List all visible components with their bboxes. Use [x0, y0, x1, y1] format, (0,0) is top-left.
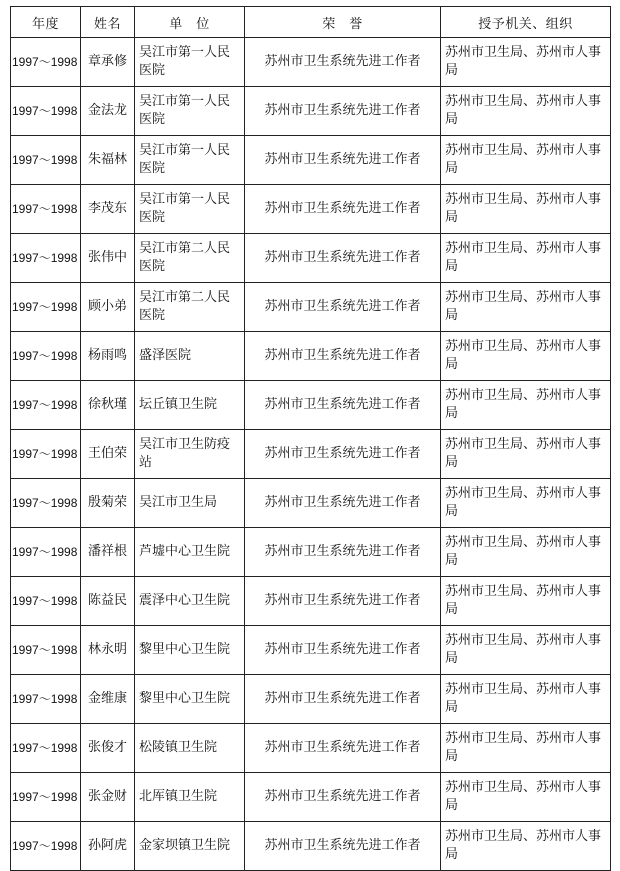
header-row — [11, 7, 611, 38]
table-header — [11, 7, 611, 38]
unit-cell: 吴江市第一人民医院 — [135, 185, 245, 234]
honor-cell: 苏州市卫生系统先进工作者 — [245, 773, 441, 822]
table-row — [11, 675, 611, 724]
unit-cell: 吴江市第一人民医院 — [135, 136, 245, 185]
honor-cell: 苏州市卫生系统先进工作者 — [245, 283, 441, 332]
honor-cell: 苏州市卫生系统先进工作者 — [245, 724, 441, 773]
org-cell: 苏州市卫生局、苏州市人事局 — [441, 185, 611, 234]
unit-cell: 吴江市第一人民医院 — [135, 38, 245, 87]
year-cell: 1997～1998 — [11, 87, 81, 136]
table-row — [11, 283, 611, 332]
table-row — [11, 430, 611, 479]
name-cell: 孙阿虎 — [81, 822, 135, 871]
year-cell: 1997～1998 — [11, 724, 81, 773]
org-cell: 苏州市卫生局、苏州市人事局 — [441, 136, 611, 185]
org-cell: 苏州市卫生局、苏州市人事局 — [441, 822, 611, 871]
unit-cell: 吴江市卫生局 — [135, 479, 245, 528]
org-cell: 苏州市卫生局、苏州市人事局 — [441, 773, 611, 822]
year-cell: 1997～1998 — [11, 773, 81, 822]
honor-cell: 苏州市卫生系统先进工作者 — [245, 822, 441, 871]
unit-cell: 震泽中心卫生院 — [135, 577, 245, 626]
name-cell: 金法龙 — [81, 87, 135, 136]
table-row — [11, 577, 611, 626]
table-row — [11, 332, 611, 381]
header-honor: 荣 誉 — [245, 7, 441, 38]
org-cell: 苏州市卫生局、苏州市人事局 — [441, 528, 611, 577]
table-row — [11, 381, 611, 430]
org-cell: 苏州市卫生局、苏州市人事局 — [441, 675, 611, 724]
honor-cell: 苏州市卫生系统先进工作者 — [245, 528, 441, 577]
org-cell: 苏州市卫生局、苏州市人事局 — [441, 87, 611, 136]
org-cell: 苏州市卫生局、苏州市人事局 — [441, 38, 611, 87]
year-cell: 1997～1998 — [11, 822, 81, 871]
honor-cell: 苏州市卫生系统先进工作者 — [245, 430, 441, 479]
year-cell: 1997～1998 — [11, 430, 81, 479]
name-cell: 徐秋瑾 — [81, 381, 135, 430]
unit-cell: 吴江市第一人民医院 — [135, 87, 245, 136]
header-year: 年度 — [11, 7, 81, 38]
name-cell: 章承修 — [81, 38, 135, 87]
org-cell: 苏州市卫生局、苏州市人事局 — [441, 430, 611, 479]
honor-cell: 苏州市卫生系统先进工作者 — [245, 626, 441, 675]
year-cell: 1997～1998 — [11, 185, 81, 234]
unit-cell: 吴江市第二人民医院 — [135, 283, 245, 332]
honor-cell: 苏州市卫生系统先进工作者 — [245, 87, 441, 136]
header-name: 姓名 — [81, 7, 135, 38]
year-cell: 1997～1998 — [11, 528, 81, 577]
unit-cell: 吴江市卫生防疫站 — [135, 430, 245, 479]
honor-cell: 苏州市卫生系统先进工作者 — [245, 479, 441, 528]
honor-cell: 苏州市卫生系统先进工作者 — [245, 332, 441, 381]
name-cell: 王伯荣 — [81, 430, 135, 479]
honor-cell: 苏州市卫生系统先进工作者 — [245, 136, 441, 185]
year-cell: 1997～1998 — [11, 675, 81, 724]
org-cell: 苏州市卫生局、苏州市人事局 — [441, 283, 611, 332]
name-cell: 张金财 — [81, 773, 135, 822]
unit-cell: 坛丘镇卫生院 — [135, 381, 245, 430]
name-cell: 林永明 — [81, 626, 135, 675]
honor-cell: 苏州市卫生系统先进工作者 — [245, 675, 441, 724]
name-cell: 张俊才 — [81, 724, 135, 773]
unit-cell: 吴江市第二人民医院 — [135, 234, 245, 283]
unit-cell: 金家坝镇卫生院 — [135, 822, 245, 871]
name-cell: 朱福林 — [81, 136, 135, 185]
table-row — [11, 87, 611, 136]
org-cell: 苏州市卫生局、苏州市人事局 — [441, 381, 611, 430]
unit-cell: 黎里中心卫生院 — [135, 675, 245, 724]
org-cell: 苏州市卫生局、苏州市人事局 — [441, 479, 611, 528]
year-cell: 1997～1998 — [11, 626, 81, 675]
org-cell: 苏州市卫生局、苏州市人事局 — [441, 234, 611, 283]
name-cell: 张伟中 — [81, 234, 135, 283]
name-cell: 金维康 — [81, 675, 135, 724]
year-cell: 1997～1998 — [11, 136, 81, 185]
honor-cell: 苏州市卫生系统先进工作者 — [245, 381, 441, 430]
table-row — [11, 136, 611, 185]
org-cell: 苏州市卫生局、苏州市人事局 — [441, 332, 611, 381]
year-cell: 1997～1998 — [11, 479, 81, 528]
name-cell: 潘祥根 — [81, 528, 135, 577]
honor-cell: 苏州市卫生系统先进工作者 — [245, 577, 441, 626]
table-row — [11, 38, 611, 87]
name-cell: 杨雨鸣 — [81, 332, 135, 381]
table-body — [11, 38, 611, 871]
table-row — [11, 234, 611, 283]
honor-cell: 苏州市卫生系统先进工作者 — [245, 234, 441, 283]
year-cell: 1997～1998 — [11, 38, 81, 87]
year-cell: 1997～1998 — [11, 577, 81, 626]
name-cell: 李茂东 — [81, 185, 135, 234]
table-row — [11, 185, 611, 234]
name-cell: 陈益民 — [81, 577, 135, 626]
header-org: 授予机关、组织 — [441, 7, 611, 38]
header-unit: 单 位 — [135, 7, 245, 38]
name-cell: 殷菊荣 — [81, 479, 135, 528]
table-row — [11, 479, 611, 528]
table-row — [11, 528, 611, 577]
table-row — [11, 773, 611, 822]
unit-cell: 北厍镇卫生院 — [135, 773, 245, 822]
honor-cell: 苏州市卫生系统先进工作者 — [245, 185, 441, 234]
year-cell: 1997～1998 — [11, 283, 81, 332]
honors-table — [10, 6, 611, 871]
unit-cell: 黎里中心卫生院 — [135, 626, 245, 675]
honor-cell: 苏州市卫生系统先进工作者 — [245, 38, 441, 87]
table-row — [11, 724, 611, 773]
org-cell: 苏州市卫生局、苏州市人事局 — [441, 577, 611, 626]
unit-cell: 盛泽医院 — [135, 332, 245, 381]
org-cell: 苏州市卫生局、苏州市人事局 — [441, 724, 611, 773]
year-cell: 1997～1998 — [11, 332, 81, 381]
year-cell: 1997～1998 — [11, 234, 81, 283]
table-row — [11, 626, 611, 675]
unit-cell: 芦墟中心卫生院 — [135, 528, 245, 577]
unit-cell: 松陵镇卫生院 — [135, 724, 245, 773]
table-row — [11, 822, 611, 871]
name-cell: 顾小弟 — [81, 283, 135, 332]
year-cell: 1997～1998 — [11, 381, 81, 430]
org-cell: 苏州市卫生局、苏州市人事局 — [441, 626, 611, 675]
